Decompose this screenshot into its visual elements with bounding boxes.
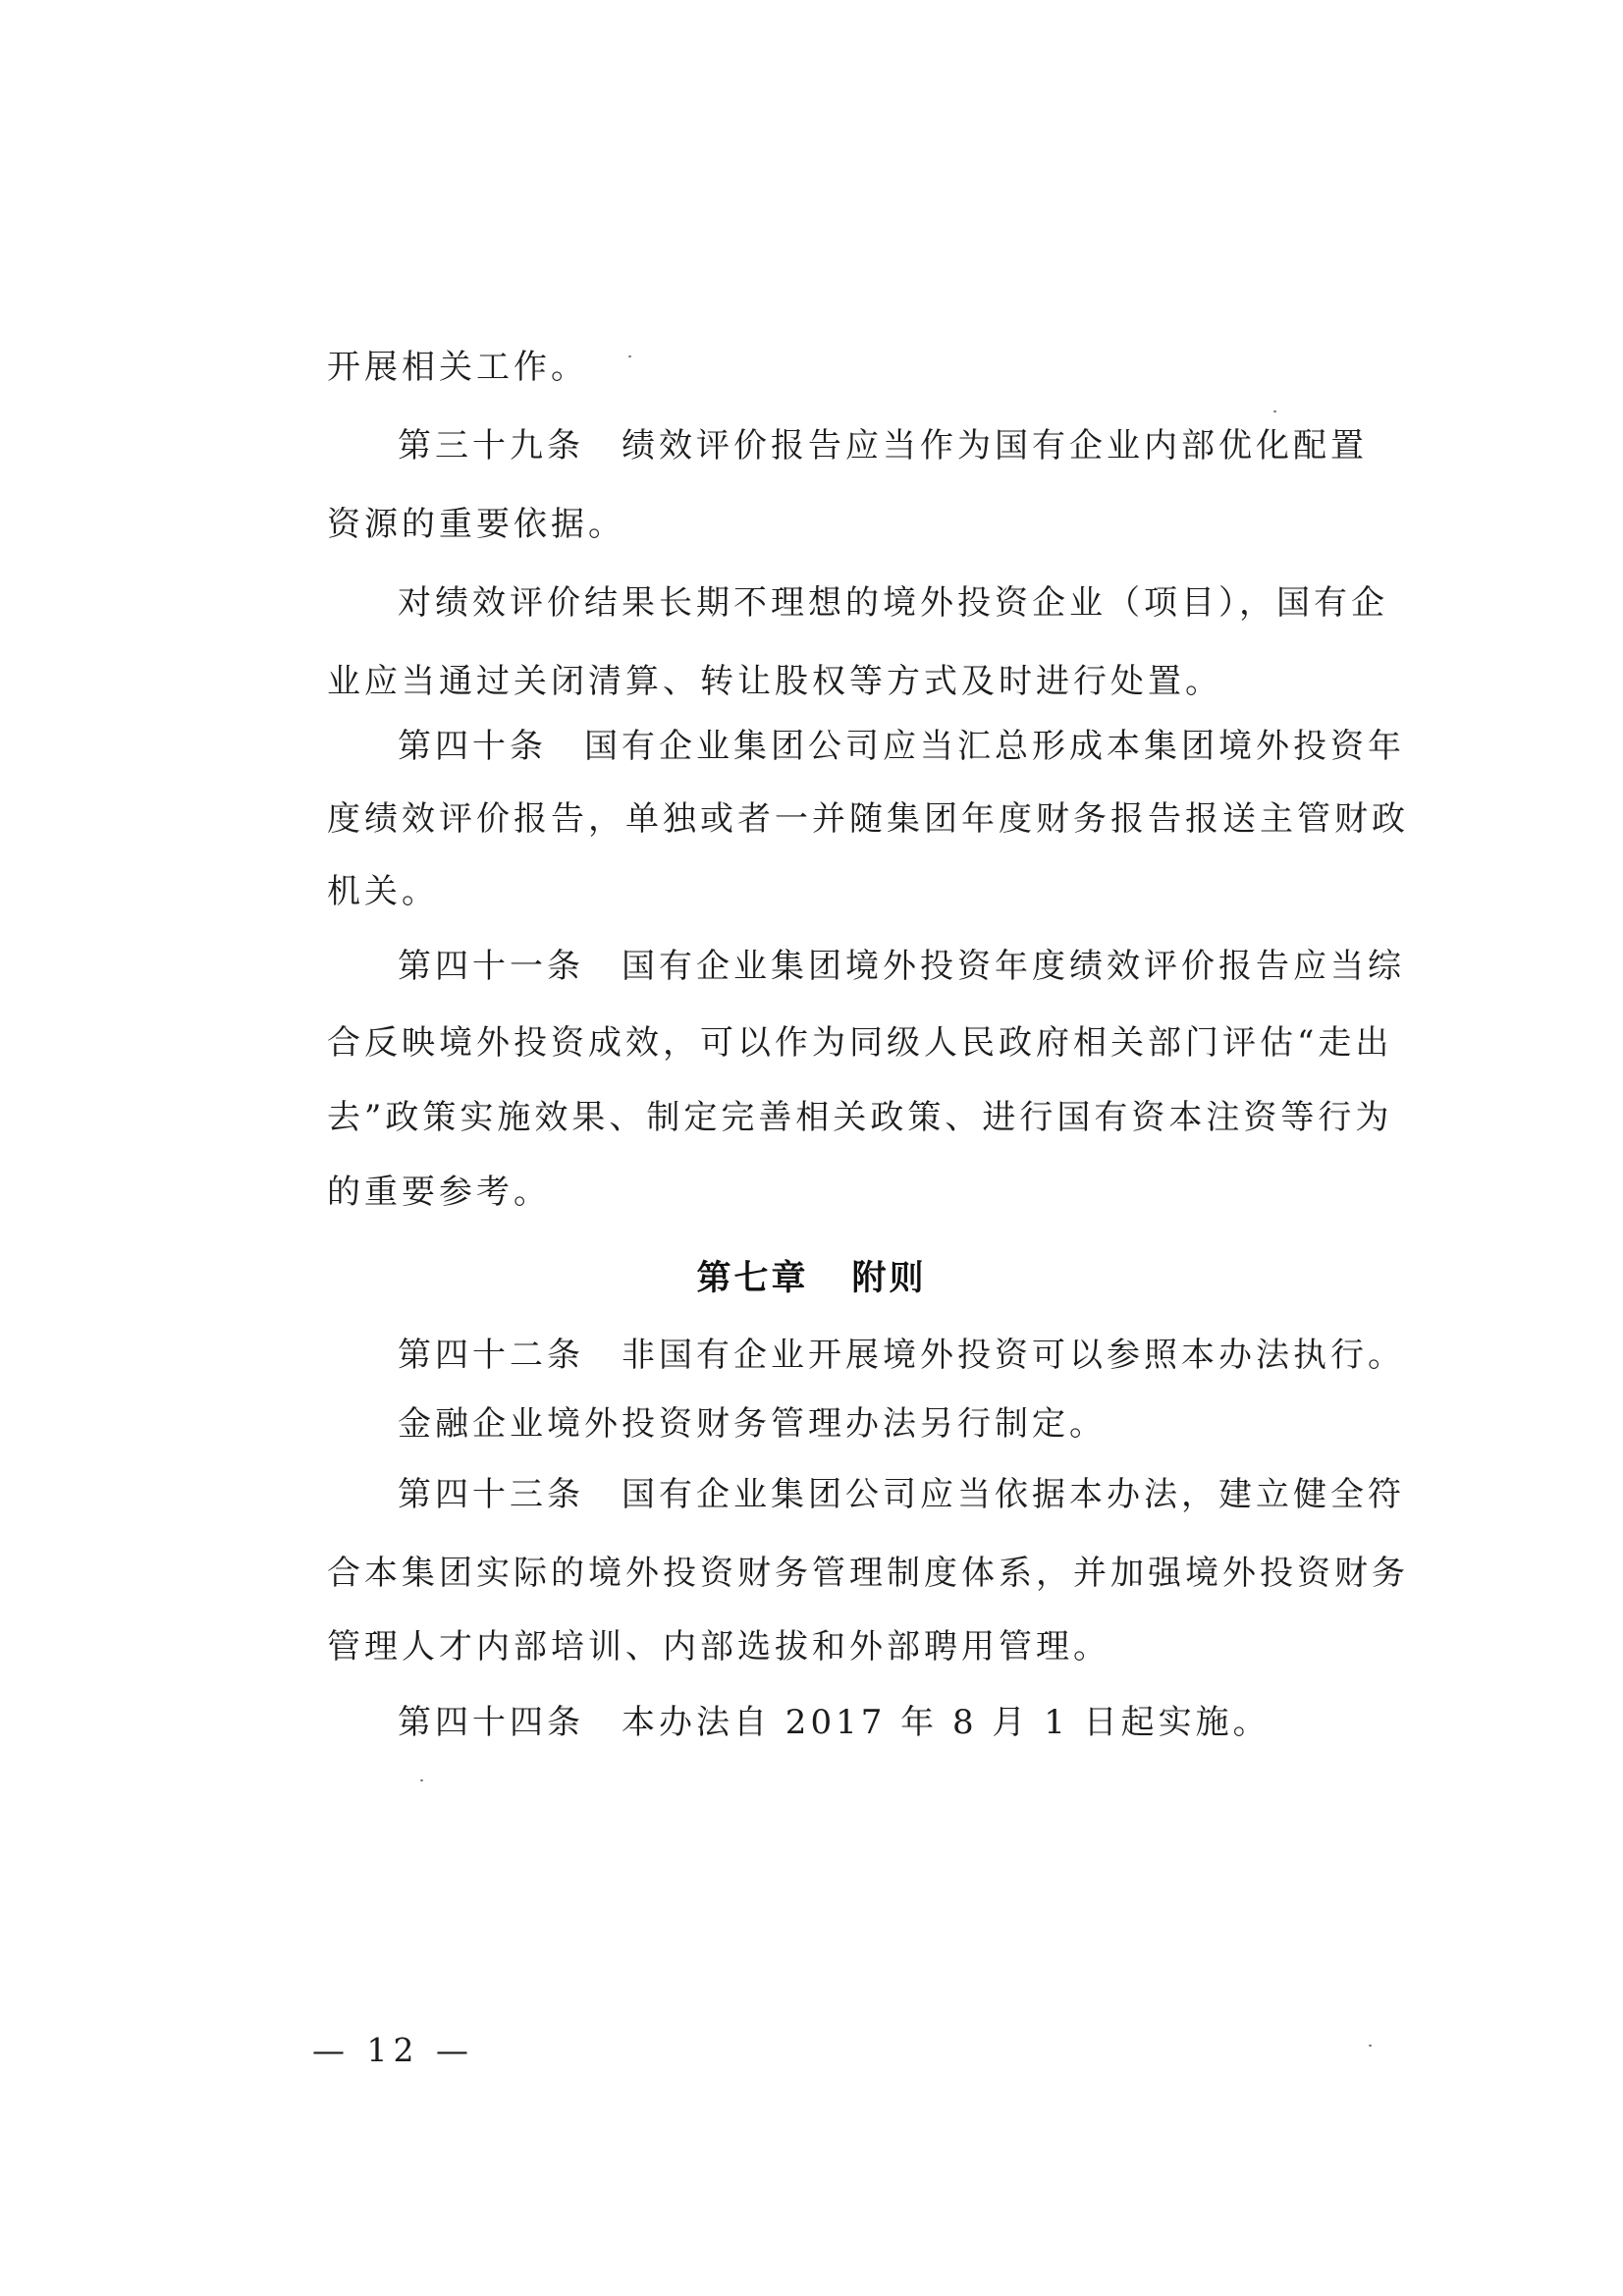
article-41-line-4: 的重要参考。 (327, 1173, 551, 1212)
article-39-line-1: 第三十九条 绩效评价报告应当作为国有企业内部优化配置 (398, 426, 1368, 465)
chapter-number: 第七章 (696, 1259, 809, 1298)
article-41-line-3: 去”政策实施效果、制定完善相关政策、进行国有资本注资等行为 (327, 1098, 1393, 1137)
chapter-title: 附则 (851, 1259, 927, 1298)
scan-speck (420, 1779, 423, 1781)
scan-speck (628, 355, 631, 357)
article-41-line-1: 第四十一条 国有企业集团境外投资年度绩效评价报告应当综 (398, 947, 1405, 986)
article-40-line-1: 第四十条 国有企业集团公司应当汇总形成本集团境外投资年 (398, 727, 1405, 766)
article-41-line-2: 合反映境外投资成效，可以作为同级人民政府相关部门评估“走出 (327, 1023, 1393, 1063)
chapter-heading (0, 1257, 1623, 1300)
article-42-line-2: 金融企业境外投资财务管理办法另行制定。 (398, 1404, 1107, 1444)
article-40-line-2: 度绩效评价报告，单独或者一并随集团年度财务报告报送主管财政 (327, 799, 1409, 839)
article-43-line-1: 第四十三条 国有企业集团公司应当依据本办法，建立健全符 (398, 1475, 1405, 1514)
article-43-line-3: 管理人才内部培训、内部选拔和外部聘用管理。 (327, 1627, 1110, 1667)
article-42-line-1: 第四十二条 非国有企业开展境外投资可以参照本办法执行。 (398, 1336, 1405, 1375)
paragraph-line: 对绩效评价结果长期不理想的境外投资企业（项目），国有企 (398, 583, 1388, 623)
scan-speck (1273, 410, 1276, 412)
paragraph-line: 业应当通过关闭清算、转让股权等方式及时进行处置。 (327, 662, 1222, 701)
paragraph-line: 开展相关工作。 (327, 348, 588, 387)
page-number: — 12 — (312, 2031, 474, 2069)
article-39-line-2: 资源的重要依据。 (327, 505, 625, 544)
scan-speck (1369, 2045, 1372, 2047)
article-43-line-2: 合本集团实际的境外投资财务管理制度体系，并加强境外投资财务 (327, 1554, 1409, 1593)
article-40-line-3: 机关。 (327, 872, 439, 911)
article-44-line: 第四十四条 本办法自 2017 年 8 月 1 日起实施。 (398, 1703, 1271, 1742)
